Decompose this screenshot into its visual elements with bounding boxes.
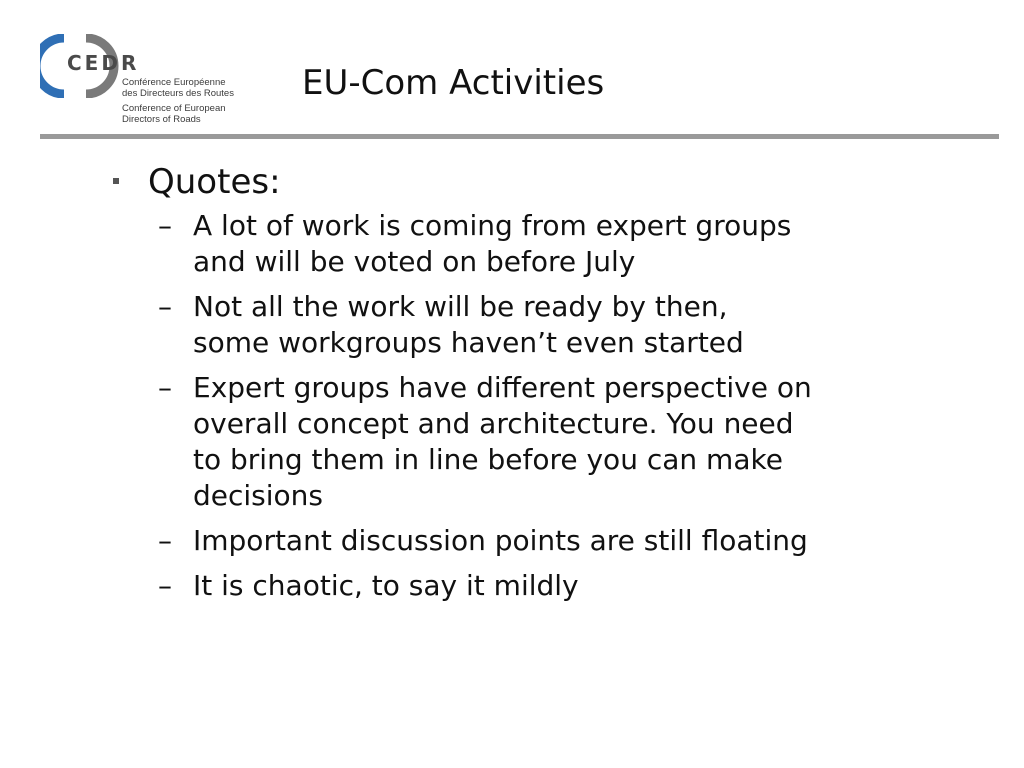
quote-text-line: Important discussion points are still floating xyxy=(193,524,808,557)
bullet-label: Quotes: xyxy=(148,162,281,202)
quote-text-line: and will be voted on before July xyxy=(193,245,636,278)
quote-item xyxy=(110,289,963,361)
logo-name-english-line: Directors of Roads xyxy=(122,113,201,125)
quote-item xyxy=(110,523,963,559)
dash-bullet-icon: – xyxy=(158,290,172,323)
logo-name-french-line: Conférence Européenne xyxy=(122,77,226,88)
dash-bullet-icon: – xyxy=(158,371,172,404)
quote-item xyxy=(110,370,963,514)
quote-text-line: some workgroups haven’t even started xyxy=(193,326,744,359)
quote-text-line: overall concept and architecture. You need xyxy=(193,407,794,440)
logo-name-english xyxy=(122,104,226,125)
logo-name-french xyxy=(122,78,234,99)
quote-text-line: decisions xyxy=(193,479,324,512)
quote-text-line: Expert groups have different perspective on xyxy=(193,371,812,404)
logo-acronym: CEDR xyxy=(67,51,140,75)
slide-title: EU-Com Activities xyxy=(302,63,605,103)
dash-bullet-icon: – xyxy=(158,569,172,602)
cedr-logo xyxy=(40,34,240,130)
quote-text-line: to bring them in line before you can make xyxy=(193,443,783,476)
bullet-quotes xyxy=(110,160,990,204)
dash-bullet-icon: – xyxy=(158,209,172,242)
quote-item xyxy=(110,208,963,280)
logo-name-french-line: des Directeurs des Routes xyxy=(122,87,234,99)
quote-text-line: It is chaotic, to say it mildly xyxy=(193,569,579,602)
slide-content xyxy=(110,160,990,613)
quote-text-line: Not all the work will be ready by then, xyxy=(193,290,728,323)
quote-text-line: A lot of work is coming from expert groups xyxy=(193,209,792,242)
square-bullet-icon xyxy=(113,178,119,184)
title-divider xyxy=(40,134,999,139)
quote-item xyxy=(110,568,963,604)
quotes-list xyxy=(110,208,990,604)
dash-bullet-icon: – xyxy=(158,524,172,557)
logo-name-english-line: Conference of European xyxy=(122,103,226,114)
